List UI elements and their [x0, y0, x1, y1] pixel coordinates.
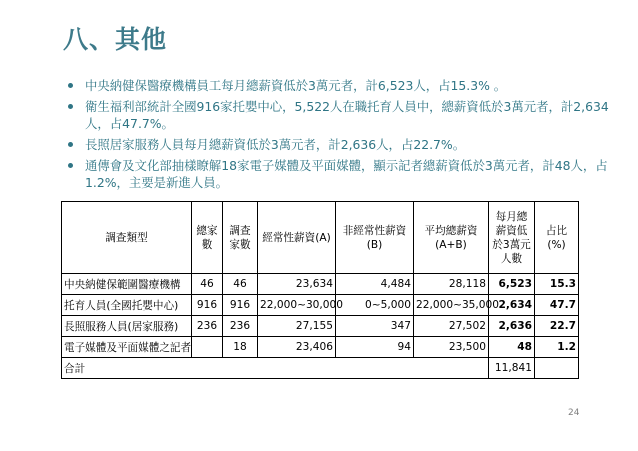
- bullet-text: 通傳會及文化部抽樣瞭解18家電子媒體及平面媒體，顯示記者總薪資低於3萬元者，計48人，占1.2%，主要是新進人員。: [85, 158, 608, 190]
- salary-table: [61, 201, 579, 379]
- header-surveyed: 調查家數: [223, 202, 258, 274]
- cell-ratio: 47.7: [535, 295, 579, 316]
- cell-type: 長照服務人員(居家服務): [62, 316, 192, 337]
- cell-surveyed: 916: [223, 295, 258, 316]
- header-regular: 經常性薪資(A): [258, 202, 336, 274]
- cell-total: 236: [192, 316, 223, 337]
- cell-nonregular: 0~5,000: [336, 295, 414, 316]
- cell-ratio: 22.7: [535, 316, 579, 337]
- cell-ratio: 1.2: [535, 337, 579, 358]
- total-empty-cell: [535, 358, 579, 379]
- bullet-dot-icon: [68, 104, 73, 109]
- total-label: 合計: [62, 358, 489, 379]
- table-row: [62, 337, 579, 358]
- cell-ratio: 15.3: [535, 274, 579, 295]
- bullet-text: 衛生福利部統計全國916家托嬰中心，5,522人在職托育人員中，總薪資低於3萬元者，計2,634人，占47.7%。: [85, 99, 609, 131]
- cell-surveyed: 46: [223, 274, 258, 295]
- bullet-item: [66, 157, 611, 191]
- bullet-dot-icon: [68, 83, 73, 88]
- cell-surveyed: 18: [223, 337, 258, 358]
- cell-average: 28,118: [414, 274, 489, 295]
- cell-average: 23,500: [414, 337, 489, 358]
- cell-average: 22,000~35,000: [414, 295, 489, 316]
- cell-regular: 23,406: [258, 337, 336, 358]
- cell-total: 46: [192, 274, 223, 295]
- table-total-row: [62, 358, 579, 379]
- bullet-text: 長照居家服務人員每月總薪資低於3萬元者，計2,636人，占22.7%。: [85, 137, 466, 152]
- cell-below: 2,634: [489, 295, 535, 316]
- header-below: 每月總薪資低於3萬元人數: [489, 202, 535, 274]
- cell-regular: 27,155: [258, 316, 336, 337]
- bullet-item: [66, 136, 611, 153]
- cell-total: [192, 337, 223, 358]
- cell-type: 中央納健保範圍醫療機構: [62, 274, 192, 295]
- header-type: 調查類型: [62, 202, 192, 274]
- cell-regular: 22,000~30,000: [258, 295, 336, 316]
- table-header-row: [62, 202, 579, 274]
- bullet-item: [66, 98, 611, 132]
- header-average: 平均總薪資(A+B): [414, 202, 489, 274]
- page-number: 24: [568, 408, 580, 418]
- cell-below: 2,636: [489, 316, 535, 337]
- cell-below: 48: [489, 337, 535, 358]
- table-row: [62, 316, 579, 337]
- header-nonregular: 非經常性薪資(B): [336, 202, 414, 274]
- cell-below: 6,523: [489, 274, 535, 295]
- cell-nonregular: 94: [336, 337, 414, 358]
- bullet-text: 中央納健保醫療機構員工每月總薪資低於3萬元者，計6,523人，占15.3% 。: [85, 78, 507, 93]
- cell-regular: 23,634: [258, 274, 336, 295]
- cell-type: 托育人員(全國托嬰中心): [62, 295, 192, 316]
- bullet-dot-icon: [68, 142, 73, 147]
- bullet-item: [66, 77, 611, 94]
- cell-nonregular: 347: [336, 316, 414, 337]
- header-total: 總家數: [192, 202, 223, 274]
- table-row: [62, 295, 579, 316]
- bullet-dot-icon: [68, 163, 73, 168]
- total-value: 11,841: [489, 358, 535, 379]
- cell-total: 916: [192, 295, 223, 316]
- bullet-list: [66, 77, 611, 195]
- header-ratio: 占比(%): [535, 202, 579, 274]
- cell-type: 電子媒體及平面媒體之記者: [62, 337, 192, 358]
- section-title: 八、其他: [63, 25, 168, 54]
- cell-nonregular: 4,484: [336, 274, 414, 295]
- cell-surveyed: 236: [223, 316, 258, 337]
- table-row: [62, 274, 579, 295]
- cell-average: 27,502: [414, 316, 489, 337]
